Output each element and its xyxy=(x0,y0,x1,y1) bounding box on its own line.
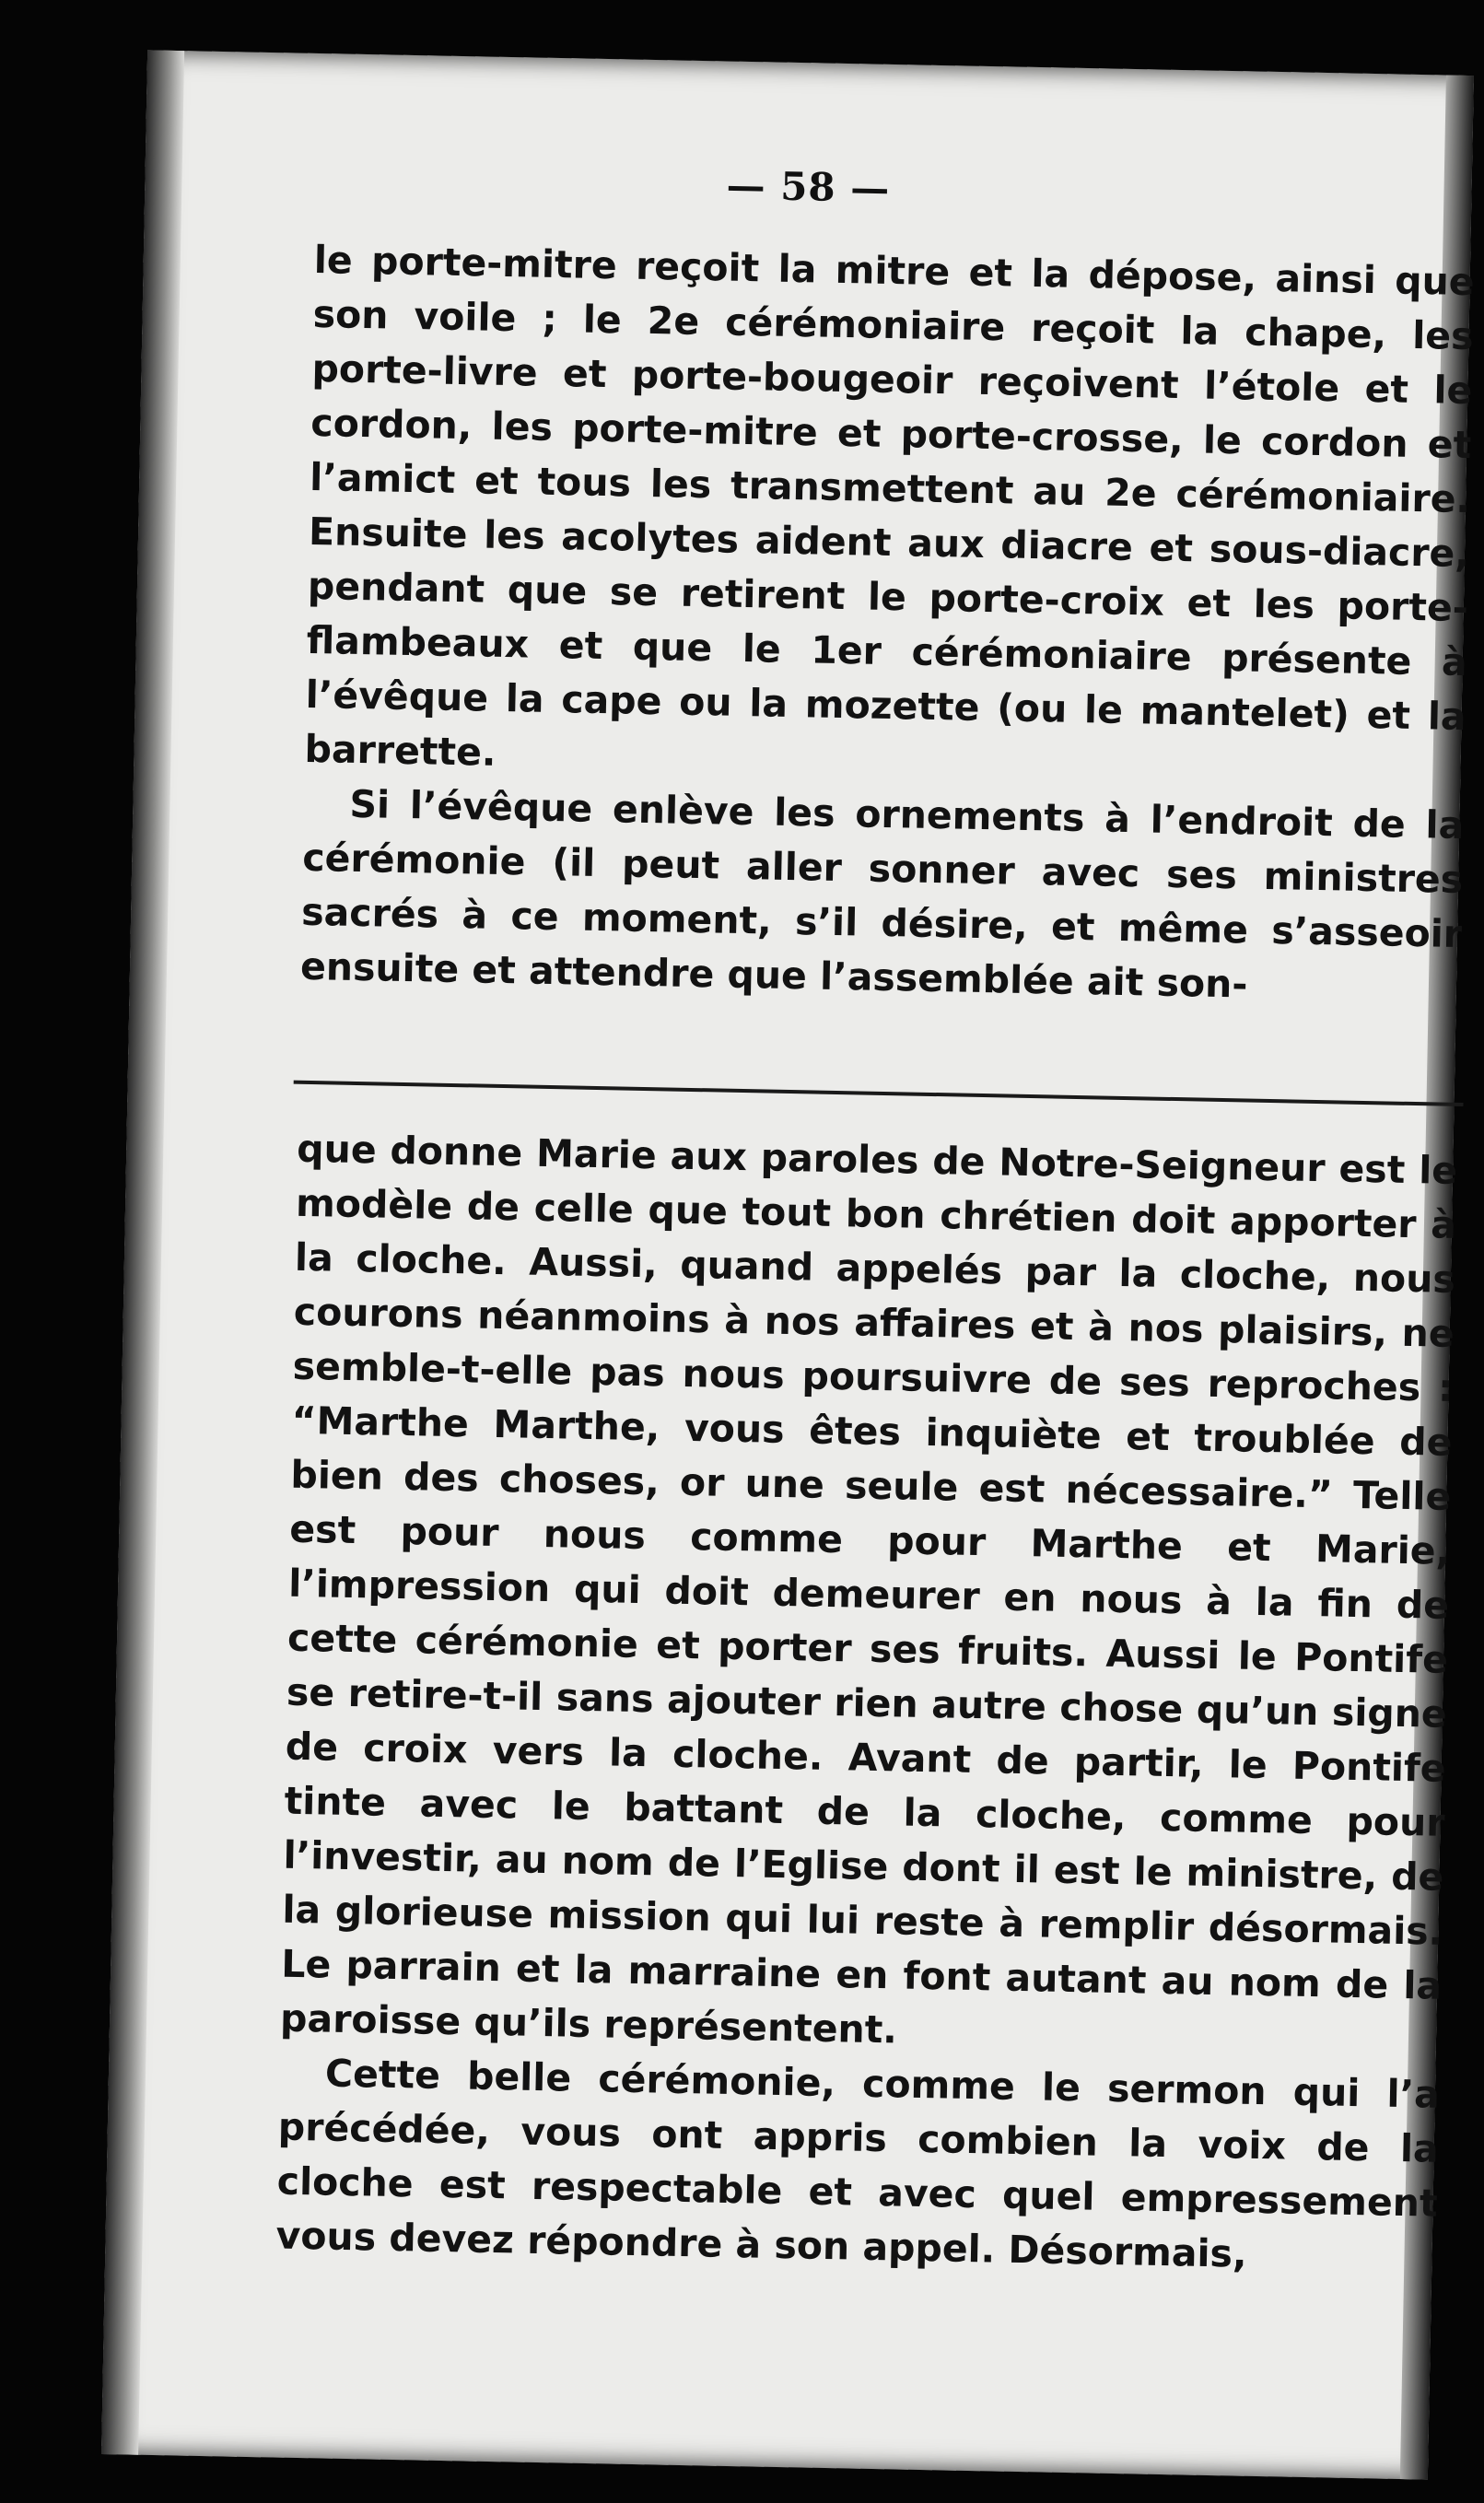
top-paragraph-2: Si l’évêque enlève les ornements à l’endroit de la cérémonie (il peut aller sonner avec ses ministres sacrés à ce moment, s’il désire, et même s’asseoir ensuite et attendre que l’assemblée ait son- xyxy=(299,781,1465,1007)
book-page xyxy=(101,50,1474,2479)
bottom-text-section xyxy=(275,1122,1458,2286)
page-number: — 58 — xyxy=(726,162,891,211)
top-text-section xyxy=(300,233,1476,1016)
page-binding-edge xyxy=(101,50,184,2454)
section-divider xyxy=(294,1081,1464,1106)
bottom-paragraph-1: que donne Marie aux paroles de Notre-Seigneur est le modèle de celle que tout bon chrétien doit apporter à la cloche. Aussi, quand appelés par la cloche, nous courons néanmoins à nos affaires et à nos plaisirs, ne semble-t-elle pas nous poursuivre de ses reproches : “Marthe Marthe, vous êtes inquiète et troublée de bien des choses, or une seule est nécessaire.” Telle est pour nous comme pour Marthe et Marie, l’impression qui doit demeurer en nous à la fin de cette cérémonie et porter ses fruits. Aussi le Pontife se retire-t-il sans ajouter rien autre chose qu’un signe de croix vers la cloche. Avant de partir, le Pontife tinte avec le battant de la cloche, comme pour l’investir, au nom de l’Eglise dont il est le ministre, de la glorieuse mission qui lui reste à remplir désormais. Le parrain et la marraine en font autant au nom de la paroisse qu’ils représentent. xyxy=(279,1126,1458,2053)
bottom-paragraph-2: Cette belle cérémonie, comme le sermon qui l’a précédée, vous ont appris combien la voix de la cloche est respectable et avec quel empressement vous devez répondre à son appel. Désormais, xyxy=(275,2051,1441,2276)
top-paragraph-1: le porte-mitre reçoit la mitre et la dépose, ainsi que son voile ; le 2e cérémoniaire reçoit la chape, les porte-livre et porte-bougeoir reçoivent l’étole et le cordon, les porte-mitre et porte-crosse, le cordon et l’amict et tous les transmettent au 2e cérémoniaire. Ensuite les acolytes aident aux diacre et sous-diacre, pendant que se retirent le porte-croix et les porte-flambeaux et que le 1er cérémoniaire présente à l’évêque la cape ou la mozette (ou le mantelet) et la barrette. xyxy=(304,237,1476,775)
